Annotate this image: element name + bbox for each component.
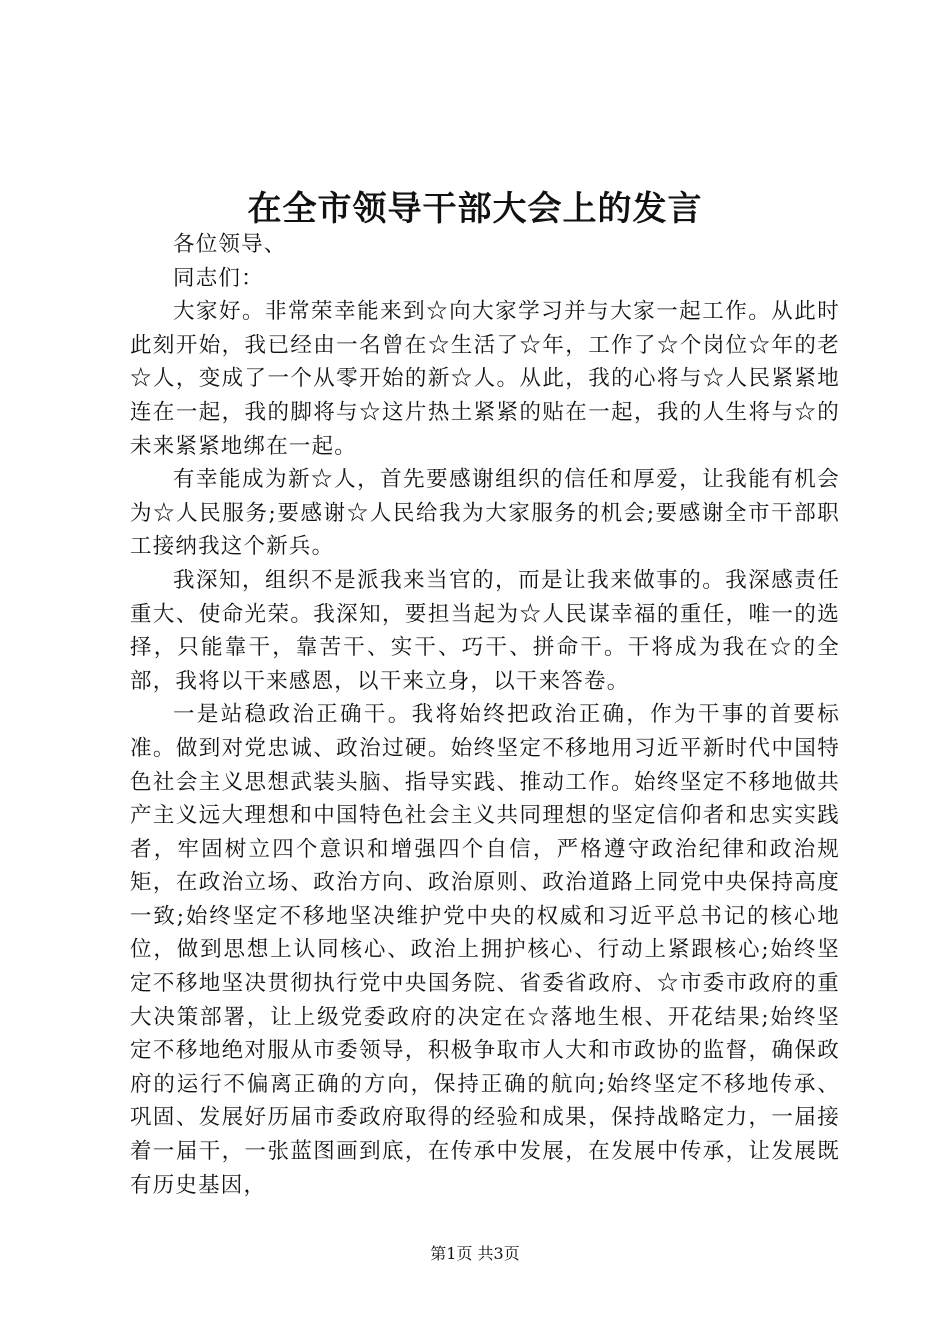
body-paragraph: 有幸能成为新☆人，首先要感谢组织的信任和厚爱，让我能有机会为☆人民服务;要感谢☆人民给我为大家服务的机会;要感谢全市干部职工接纳我这个新兵。 xyxy=(130,467,840,560)
salutation-line: 各位领导、 xyxy=(173,232,287,257)
body-paragraph: 大家好。非常荣幸能来到☆向大家学习并与大家一起工作。从此时此刻开始，我已经由一名曾在☆生活了☆年，工作了☆个岗位☆年的老☆人，变成了一个从零开始的新☆人。从此，我的心将与☆人民紧紧地连在一起，我的脚将与☆这片热土紧紧的贴在一起，我的人生将与☆的未来紧紧地绑在一起。 xyxy=(130,299,840,459)
document-body xyxy=(130,228,840,1202)
body-paragraph: 一是站稳政治正确干。我将始终把政治正确，作为干事的首要标准。做到对党忠诚、政治过硬。始终坚定不移地用习近平新时代中国特色社会主义思想武装头脑、指导实践、推动工作。始终坚定不移地做共产主义远大理想和中国特色社会主义共同理想的坚定信仰者和忠实实践者，牢固树立四个意识和增强四个自信，严格遵守政治纪律和政治规矩，在政治立场、政治方向、政治原则、政治道路上同党中央保持高度一致;始终坚定不移地坚决维护党中央的权威和习近平总书记的核心地位，做到思想上认同核心、政治上拥护核心、行动上紧跟核心;始终坚定不移地坚决贯彻执行党中央国务院、省委省政府、☆市委市政府的重大决策部署，让上级党委政府的决定在☆落地生根、开花结果;始终坚定不移地绝对服从市委领导，积极争取市人大和市政协的监督，确保政府的运行不偏离正确的方向，保持正确的航向;始终坚定不移地传承、巩固、发展好历届市委政府取得的经验和成果，保持战略定力，一届接着一届干，一张蓝图画到底，在传承中发展，在发展中传承，让发展既有历史基因， xyxy=(130,702,840,1198)
salutation-line: 同志们： xyxy=(173,265,264,291)
body-paragraph: 我深知，组织不是派我来当官的，而是让我来做事的。我深感责任重大、使命光荣。我深知，要担当起为☆人民谋幸福的重任，唯一的选择，只能靠干，靠苦干、实干、巧干、拼命干。干将成为我在☆的全部，我将以干来感恩，以干来立身，以干来答卷。 xyxy=(130,567,840,694)
page-footer: 第1页 共3页 xyxy=(430,1244,520,1263)
document-title: 在全市领导干部大会上的发言 xyxy=(247,189,703,229)
